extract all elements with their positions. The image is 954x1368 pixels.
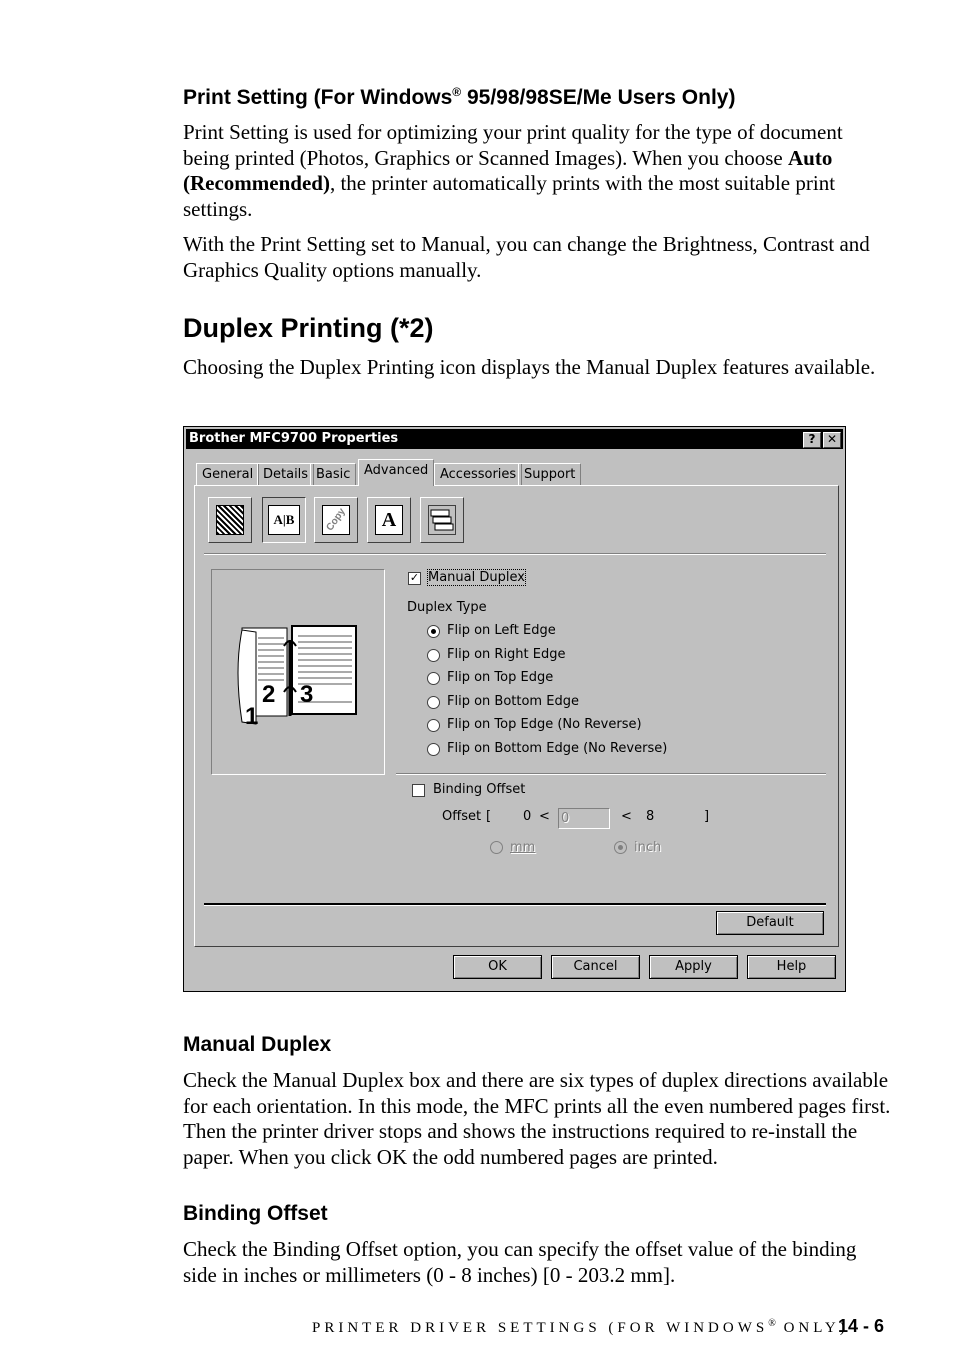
- help-button[interactable]: Help: [747, 955, 836, 979]
- binding-divider: [396, 773, 826, 775]
- offset-lt-1: <: [539, 809, 550, 824]
- duplex-icon-text: A|B: [268, 505, 300, 535]
- duplex-printing-heading: Duplex Printing (*2): [183, 313, 434, 343]
- footer-text-end: ONLY): [775, 1320, 849, 1336]
- font-icon-text: A: [375, 505, 403, 535]
- print-setting-paragraph-2: With the Print Setting set to Manual, you can change the Brightness, Contrast and Graphics Quality options manually.: [183, 232, 870, 282]
- help-title-button[interactable]: ?: [803, 432, 821, 448]
- duplex-option-bottom-no-reverse: Flip on Bottom Edge (No Reverse): [447, 741, 668, 756]
- default-button[interactable]: Default: [716, 911, 824, 935]
- print-setting-paragraph-1: [183, 120, 893, 222]
- dialog-title: Brother MFC9700 Properties: [189, 431, 399, 446]
- heading-text-end: 95/98/98SE/Me Users Only): [461, 86, 736, 109]
- print-setting-heading: [183, 85, 735, 110]
- binding-offset-label: Binding Offset: [433, 782, 526, 797]
- duplex-icon[interactable]: [262, 497, 306, 543]
- registered-mark: ®: [452, 85, 462, 99]
- tab-details[interactable]: Details: [257, 463, 314, 485]
- offset-max: 8: [646, 809, 655, 824]
- close-icon[interactable]: ✕: [823, 432, 841, 448]
- duplex-radio-right-edge[interactable]: [427, 649, 440, 662]
- duplex-option-left-edge: Flip on Left Edge: [447, 623, 556, 638]
- duplex-option-right-edge: Flip on Right Edge: [447, 647, 566, 662]
- tab-support[interactable]: Support: [518, 463, 581, 485]
- page-number: 14 - 6: [838, 1316, 885, 1336]
- duplex-radio-left-edge[interactable]: [427, 625, 440, 638]
- binding-offset-heading: Binding Offset: [183, 1202, 328, 1225]
- page-number-1: 1: [245, 703, 259, 730]
- print-quality-icon[interactable]: [208, 497, 252, 543]
- binding-offset-checkbox[interactable]: [412, 784, 425, 797]
- page-number-3: 3: [300, 681, 314, 708]
- offset-close-bracket: ]: [704, 809, 710, 824]
- tab-basic[interactable]: Basic: [310, 463, 356, 485]
- unit-inch-label: inch: [634, 840, 662, 855]
- duplex-preview: [211, 569, 385, 775]
- device-options-icon[interactable]: [420, 497, 464, 543]
- properties-dialog: [183, 426, 846, 992]
- print-quality-graphic: [216, 505, 244, 535]
- device-options-graphic: [428, 505, 456, 535]
- duplex-preview-graphic: [212, 570, 384, 774]
- apply-button[interactable]: Apply: [649, 955, 738, 979]
- ok-button[interactable]: OK: [453, 955, 542, 979]
- bottom-divider: [204, 903, 826, 906]
- offset-lt-2: <: [621, 809, 632, 824]
- device-options-svg: [429, 506, 455, 534]
- duplex-radio-top-edge[interactable]: [427, 672, 440, 685]
- page-footer-text: [312, 1318, 849, 1337]
- unit-inch-radio[interactable]: [614, 841, 627, 854]
- paragraph-text: Print Setting is used for optimizing your print quality for the type of document being printed (Photos, Graphics or Scanned Images). When you choose: [183, 120, 843, 170]
- offset-label: Offset: [442, 809, 482, 824]
- tab-general[interactable]: General: [196, 463, 259, 485]
- binding-offset-paragraph: Check the Binding Offset option, you can specify the offset value of the binding side in inches or millimeters (0 - 8 inches) [0 - 203.2 mm].: [183, 1237, 857, 1287]
- duplex-option-top-no-reverse: Flip on Top Edge (No Reverse): [447, 717, 642, 732]
- paragraph-text-end: , the printer automatically prints with the most suitable print settings.: [183, 171, 836, 221]
- copy-watermark-text: Copy: [323, 506, 348, 534]
- footer-registered-mark: ®: [768, 1318, 776, 1329]
- duplex-option-bottom-edge: Flip on Bottom Edge: [447, 694, 579, 709]
- duplex-radio-bottom-edge[interactable]: [427, 696, 440, 709]
- unit-mm-label: mm: [510, 840, 536, 855]
- tab-advanced[interactable]: Advanced: [358, 459, 434, 486]
- copy-watermark-icon[interactable]: [314, 497, 358, 543]
- copy-icon-text: [322, 505, 350, 535]
- manual-duplex-heading: Manual Duplex: [183, 1033, 332, 1056]
- manual-duplex-paragraph: Check the Manual Duplex box and there are six types of duplex directions available for each orientation. In this mode, the MFC prints all the even numbered pages first. Then the printer driver stops and shows the instructions required to re-install the paper. When you click OK the odd numbered pages are printed.: [183, 1068, 891, 1169]
- dialog-titlebar: [186, 429, 843, 449]
- page-number-2: 2: [262, 681, 276, 708]
- duplex-option-top-edge: Flip on Top Edge: [447, 670, 554, 685]
- cancel-button[interactable]: Cancel: [551, 955, 640, 979]
- paragraph-bold: Auto (Recommended): [183, 145, 833, 195]
- duplex-radio-bottom-no-reverse[interactable]: [427, 743, 440, 756]
- offset-open-bracket: [: [486, 809, 492, 824]
- tab-accessories[interactable]: Accessories: [434, 463, 522, 485]
- offset-input[interactable]: 0: [558, 808, 610, 829]
- unit-mm-radio[interactable]: [490, 841, 503, 854]
- footer-text: PRINTER DRIVER SETTINGS (FOR WINDOWS: [312, 1320, 769, 1336]
- toolbar-divider: [204, 553, 826, 555]
- duplex-radio-top-no-reverse[interactable]: [427, 719, 440, 732]
- manual-duplex-checkbox[interactable]: ✓: [409, 571, 420, 584]
- font-icon[interactable]: [367, 497, 411, 543]
- heading-text: Print Setting (For Windows: [183, 86, 453, 109]
- offset-min: 0: [523, 809, 532, 824]
- duplex-printing-paragraph: Choosing the Duplex Printing icon displays the Manual Duplex features available.: [183, 355, 876, 379]
- manual-duplex-label: Manual Duplex: [428, 570, 525, 585]
- duplex-type-label: Duplex Type: [407, 600, 487, 615]
